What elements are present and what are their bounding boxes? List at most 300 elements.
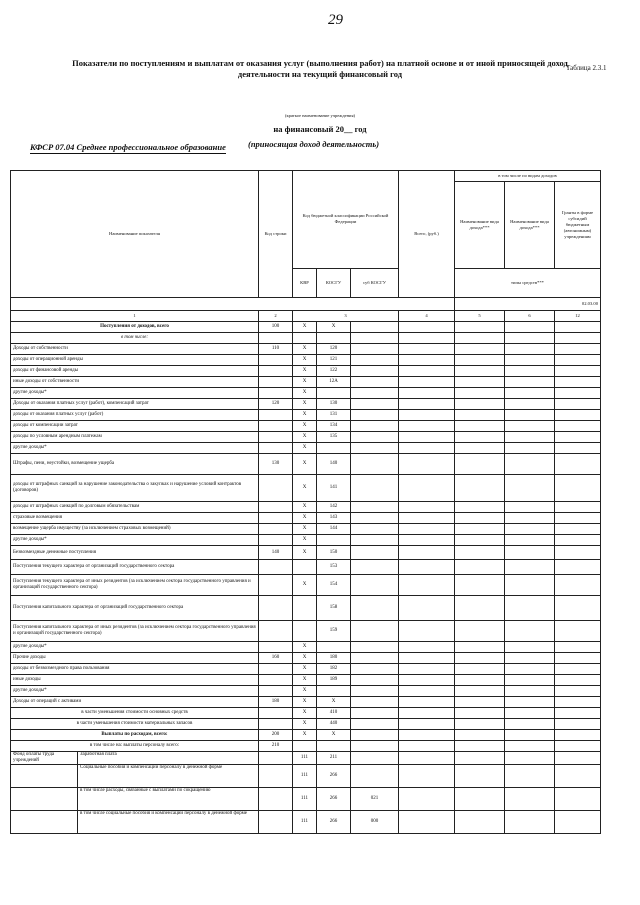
row-sub-kosgu (351, 366, 399, 377)
row-kosgu (317, 443, 351, 454)
row-kvr: X (293, 686, 317, 697)
title-line-2: деятельности на текущий финансовый год (237, 69, 403, 79)
row-value (455, 355, 505, 366)
row-code (259, 421, 293, 432)
row-code (259, 596, 293, 621)
row-value (399, 719, 455, 730)
row-name: возмещение ущерба имуществу (за исключением страховых возмещений) (11, 524, 259, 535)
row-code (259, 752, 293, 765)
row-value (555, 355, 601, 366)
row-value (455, 546, 505, 560)
header-sub-kosgu: суб КОСГУ (351, 268, 399, 297)
row-value (455, 399, 505, 410)
row-value (399, 664, 455, 675)
row-value (505, 366, 555, 377)
row-kosgu: 158 (317, 596, 351, 621)
row-kvr: X (293, 575, 317, 596)
row-name: Поступления капитального характера от организаций государственного сектора (11, 596, 259, 621)
row-value (555, 333, 601, 344)
row-kosgu: 266 (317, 765, 351, 788)
row-value (555, 708, 601, 719)
row-value (505, 596, 555, 621)
fund-label-cell (11, 788, 78, 810)
row-value (399, 560, 455, 575)
row-name: иные доходы (11, 675, 259, 686)
row-sub-kosgu (351, 524, 399, 535)
row-value (399, 388, 455, 399)
table-row (11, 502, 601, 513)
row-sub-kosgu (351, 575, 399, 596)
row-code (259, 621, 293, 642)
row-value (555, 730, 601, 741)
row-value (555, 642, 601, 653)
colnum-12: 12 (555, 311, 601, 322)
row-kosgu (317, 535, 351, 546)
row-value (505, 675, 555, 686)
row-value (455, 765, 505, 788)
row-value (399, 788, 455, 811)
row-kosgu: 154 (317, 575, 351, 596)
row-value (555, 546, 601, 560)
header-name: Наименование показателя (11, 171, 259, 298)
colnum-2: 2 (259, 311, 293, 322)
row-value (455, 675, 505, 686)
row-value (505, 621, 555, 642)
row-code: 180 (259, 697, 293, 708)
header-grants: Гранты в форме субсидий бюджетным (автономным) учреждениям (555, 182, 601, 268)
row-code (259, 366, 293, 377)
row-value (399, 322, 455, 333)
row-value (505, 513, 555, 524)
row-value (455, 719, 505, 730)
row-kvr: X (293, 697, 317, 708)
row-kvr: 111 (293, 752, 317, 765)
row-value (399, 596, 455, 621)
row-sub-kosgu (351, 697, 399, 708)
row-sub-kosgu (351, 502, 399, 513)
row-code (259, 388, 293, 399)
row-value (455, 524, 505, 535)
row-value (555, 432, 601, 443)
colnum-1: 1 (11, 311, 259, 322)
row-sub-kosgu (351, 388, 399, 399)
header-by-type: в том числе по видам доходов (455, 171, 601, 182)
row-value (399, 708, 455, 719)
row-value (399, 621, 455, 642)
table-row (11, 475, 601, 502)
row-value (455, 560, 505, 575)
row-kvr: X (293, 513, 317, 524)
row-kosgu: 180 (317, 653, 351, 664)
header-kvr: КВР (293, 268, 317, 297)
row-sub-kosgu (351, 642, 399, 653)
row-value (399, 765, 455, 788)
row-kvr (293, 596, 317, 621)
row-value (505, 811, 555, 834)
row-kosgu: 150 (317, 546, 351, 560)
fund-row-name: в том числе расходы, связанные с выплатами по сокращению (80, 788, 211, 793)
row-name: доходы по условным арендным платежам (11, 432, 259, 443)
row-sub-kosgu (351, 730, 399, 741)
row-value (399, 546, 455, 560)
row-sub-kosgu (351, 664, 399, 675)
row-value (505, 708, 555, 719)
row-value (455, 366, 505, 377)
row-code (259, 524, 293, 535)
row-value (505, 686, 555, 697)
row-name: доходы от оказания платных услуг (работ) (11, 410, 259, 421)
row-kosgu: 211 (317, 752, 351, 765)
row-value (555, 344, 601, 355)
row-name: другие доходы* (11, 535, 259, 546)
header-funds-code: 02.03.00 (455, 298, 601, 311)
row-kvr: X (293, 653, 317, 664)
row-kvr: X (293, 344, 317, 355)
row-sub-kosgu (351, 765, 399, 788)
row-value (399, 524, 455, 535)
row-kosgu: 144 (317, 524, 351, 535)
row-value (455, 535, 505, 546)
table-row (11, 513, 601, 524)
row-kosgu: 120 (317, 344, 351, 355)
row-kosgu: 130 (317, 399, 351, 410)
row-value (455, 686, 505, 697)
fund-row-name: Социальные пособия и компенсации персоналу в денежной форме (80, 765, 223, 770)
row-kosgu: 182 (317, 664, 351, 675)
row-code (259, 333, 293, 344)
row-name: Доходы от операций с активами (11, 697, 259, 708)
table-row (11, 708, 601, 719)
row-value (555, 366, 601, 377)
table-row (11, 596, 601, 621)
row-value (399, 333, 455, 344)
row-value (455, 752, 505, 765)
row-sub-kosgu (351, 399, 399, 410)
kfsr-label: КФСР 07.04 Среднее профессиональное образование (30, 142, 226, 152)
row-kvr: X (293, 388, 317, 399)
row-value (399, 513, 455, 524)
row-value (505, 664, 555, 675)
row-kosgu: 122 (317, 366, 351, 377)
table-row (11, 443, 601, 454)
row-kosgu: X (317, 730, 351, 741)
row-name: доходы от безвозмездного права пользования (11, 664, 259, 675)
row-value (455, 388, 505, 399)
row-value (399, 741, 455, 752)
row-value (399, 642, 455, 653)
row-kvr: X (293, 322, 317, 333)
row-value (555, 443, 601, 454)
row-kosgu: 440 (317, 719, 351, 730)
row-value (555, 513, 601, 524)
row-value (555, 388, 601, 399)
row-code (259, 708, 293, 719)
row-sub-kosgu (351, 421, 399, 432)
row-sub-kosgu (351, 454, 399, 475)
row-kosgu: 153 (317, 560, 351, 575)
row-value (555, 697, 601, 708)
row-value (455, 642, 505, 653)
row-value (505, 535, 555, 546)
row-kosgu: 140 (317, 454, 351, 475)
row-value (399, 575, 455, 596)
table-row (11, 730, 601, 741)
row-value (455, 333, 505, 344)
row-value (399, 535, 455, 546)
row-value (399, 421, 455, 432)
row-code (259, 513, 293, 524)
table-row (11, 454, 601, 475)
row-kvr: X (293, 443, 317, 454)
row-value (505, 719, 555, 730)
row-value (555, 596, 601, 621)
row-value (399, 752, 455, 765)
colnum-3: 3 (293, 311, 399, 322)
row-value (399, 686, 455, 697)
row-sub-kosgu (351, 752, 399, 765)
table-row (11, 546, 601, 560)
row-value (399, 811, 455, 834)
row-value (455, 475, 505, 502)
table-row (11, 344, 601, 355)
table-label: Таблица 2.3.1 (566, 64, 607, 72)
row-value (455, 513, 505, 524)
row-value (505, 399, 555, 410)
row-value (505, 502, 555, 513)
row-value (455, 596, 505, 621)
row-code (259, 765, 293, 788)
table-row (11, 524, 601, 535)
table-row (11, 741, 601, 752)
fiscal-year: на финансовый 20__ год (273, 124, 367, 134)
table-row (11, 421, 601, 432)
row-name: иные доходы от собственности (11, 377, 259, 388)
row-sub-kosgu (351, 377, 399, 388)
row-code (259, 675, 293, 686)
table-row (11, 399, 601, 410)
row-value (505, 421, 555, 432)
row-code (259, 575, 293, 596)
table-row (11, 719, 601, 730)
row-code (259, 432, 293, 443)
row-sub-kosgu: 021 (351, 788, 399, 811)
row-kosgu: 266 (317, 788, 351, 811)
row-name: Доходы от собственности (11, 344, 259, 355)
row-value (455, 741, 505, 752)
row-kosgu: 266 (317, 811, 351, 834)
row-name: Прочие доходы (11, 653, 259, 664)
row-value (555, 421, 601, 432)
row-value (555, 535, 601, 546)
row-kvr: X (293, 730, 317, 741)
fund-row-first (11, 811, 259, 834)
row-value (455, 322, 505, 333)
table-row (11, 675, 601, 686)
row-code (259, 642, 293, 653)
row-sub-kosgu (351, 443, 399, 454)
row-kvr: X (293, 642, 317, 653)
row-value (505, 344, 555, 355)
row-kosgu: 131 (317, 410, 351, 421)
row-value (399, 399, 455, 410)
row-kosgu: 159 (317, 621, 351, 642)
row-value (555, 575, 601, 596)
row-value (399, 475, 455, 502)
row-name: Безвозмездные денежные поступления (11, 546, 259, 560)
row-kosgu (317, 333, 351, 344)
row-value (555, 322, 601, 333)
header-total: Всего, (руб.) (399, 171, 455, 298)
row-value (555, 475, 601, 502)
row-kvr: X (293, 524, 317, 535)
row-name: Поступления текущего характера от организаций государственного сектора (11, 560, 259, 575)
row-kvr (293, 741, 317, 752)
row-code (259, 355, 293, 366)
row-value (399, 502, 455, 513)
row-kvr: X (293, 708, 317, 719)
row-code: 160 (259, 653, 293, 664)
row-kvr (293, 621, 317, 642)
table-row (11, 752, 601, 765)
row-code (259, 788, 293, 811)
title-line-1: Показатели по поступлениям и выплатам от оказания услуг (выполнения работ) на платной основе и от иной приносящей доход (72, 58, 568, 68)
row-kvr: X (293, 410, 317, 421)
row-sub-kosgu (351, 708, 399, 719)
row-value (455, 377, 505, 388)
row-code: 110 (259, 344, 293, 355)
row-value (555, 502, 601, 513)
row-value (505, 410, 555, 421)
row-code (259, 410, 293, 421)
row-sub-kosgu (351, 513, 399, 524)
row-kvr: X (293, 535, 317, 546)
header-income-name-1: Наименование вида дохода*** (455, 182, 505, 268)
row-value (455, 421, 505, 432)
table-row (11, 788, 601, 811)
row-kvr: X (293, 454, 317, 475)
row-value (455, 443, 505, 454)
colnum-6: 6 (505, 311, 555, 322)
colnum-4: 4 (399, 311, 455, 322)
row-sub-kosgu (351, 560, 399, 575)
row-name: другие доходы* (11, 443, 259, 454)
row-value (505, 788, 555, 811)
table-row (11, 575, 601, 596)
row-name: в том числе: (11, 333, 259, 344)
row-kvr: X (293, 719, 317, 730)
row-value (555, 741, 601, 752)
row-value (399, 443, 455, 454)
row-code: 120 (259, 399, 293, 410)
row-value (455, 454, 505, 475)
table-row (11, 697, 601, 708)
row-kosgu: 410 (317, 708, 351, 719)
row-value (505, 388, 555, 399)
row-kvr: X (293, 664, 317, 675)
row-kvr: X (293, 421, 317, 432)
row-code: 200 (259, 730, 293, 741)
document-title (40, 58, 600, 80)
row-sub-kosgu (351, 475, 399, 502)
row-value (555, 399, 601, 410)
fund-row-first (11, 752, 259, 765)
row-sub-kosgu (351, 410, 399, 421)
table-row (11, 811, 601, 834)
table-row (11, 560, 601, 575)
row-name: Выплаты по расходам, всего: (11, 730, 259, 741)
header-kosgu: КОСГУ (317, 268, 351, 297)
table-row (11, 432, 601, 443)
row-kosgu: 134 (317, 421, 351, 432)
table-row (11, 355, 601, 366)
row-kvr: 111 (293, 765, 317, 788)
fund-label-cell: Фонд оплаты труда учреждений (11, 752, 78, 764)
row-value (505, 333, 555, 344)
row-value (505, 765, 555, 788)
table-row (11, 388, 601, 399)
row-value (555, 410, 601, 421)
row-kosgu: 143 (317, 513, 351, 524)
row-value (555, 788, 601, 811)
row-value (555, 811, 601, 834)
row-value (455, 502, 505, 513)
table-row (11, 410, 601, 421)
row-code: 140 (259, 546, 293, 560)
institution-hint: (краткое наименование учреждения) (284, 113, 356, 118)
row-kosgu: 121 (317, 355, 351, 366)
row-value (555, 377, 601, 388)
row-code (259, 475, 293, 502)
row-kvr: X (293, 502, 317, 513)
row-kosgu (317, 388, 351, 399)
table-row (11, 664, 601, 675)
row-value (455, 811, 505, 834)
row-value (505, 432, 555, 443)
row-name: в части уменьшения стоимости материальных запасов (11, 719, 259, 730)
row-sub-kosgu (351, 596, 399, 621)
row-code (259, 443, 293, 454)
row-code (259, 560, 293, 575)
row-sub-kosgu (351, 333, 399, 344)
row-name: в части уменьшения стоимости основных средств (11, 708, 259, 719)
row-value (505, 730, 555, 741)
row-value (505, 575, 555, 596)
row-value (505, 475, 555, 502)
row-sub-kosgu (351, 355, 399, 366)
fund-row-first (11, 788, 259, 811)
row-kosgu (317, 642, 351, 653)
finance-table (10, 170, 601, 834)
row-value (455, 575, 505, 596)
row-kosgu: 12А (317, 377, 351, 388)
row-kosgu: 189 (317, 675, 351, 686)
row-kosgu (317, 686, 351, 697)
row-kvr: X (293, 475, 317, 502)
row-name: доходы от операционной аренды (11, 355, 259, 366)
row-value (505, 524, 555, 535)
row-value (455, 344, 505, 355)
row-name: Поступления капитального характера от иных резидентов (за исключением сектора государственного управления и организаций государственного сектора) (11, 621, 259, 642)
row-value (455, 410, 505, 421)
header-code: Код строки (259, 171, 293, 298)
row-sub-kosgu (351, 535, 399, 546)
row-kvr: X (293, 366, 317, 377)
row-code (259, 664, 293, 675)
page-number: 29 (328, 12, 343, 28)
row-value (455, 621, 505, 642)
row-kosgu: 142 (317, 502, 351, 513)
row-code (259, 686, 293, 697)
